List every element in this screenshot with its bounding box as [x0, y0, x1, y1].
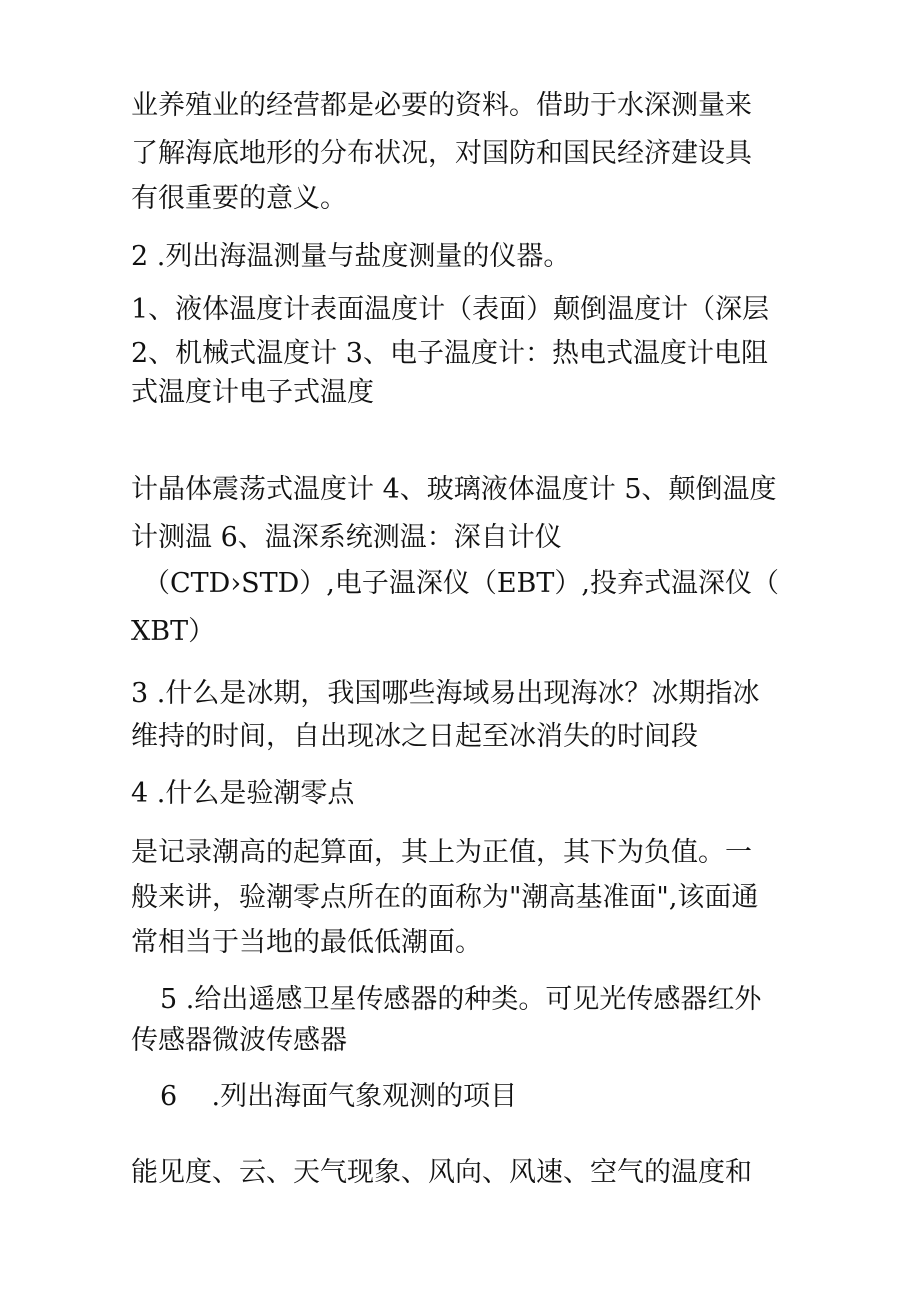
- question-5-line-1: 5 .给出遥感卫星传感器的种类。可见光传感器红外: [160, 984, 762, 1015]
- question-5-line-2: 传感器微波传感器: [131, 1025, 347, 1056]
- answer-line-1: 1、液体温度计表面温度计（表面）颠倒温度计（深层: [131, 294, 770, 325]
- paragraph-line-2: 了解海底地形的分布状况，对国防和国民经济建设具: [131, 138, 752, 169]
- paragraph-line-1: 业养殖业的经营都是必要的资料。借助于水深测量来: [131, 90, 752, 121]
- answer-line-3: 式温度计电子式温度: [131, 377, 374, 408]
- question-6-heading: 6 .列出海面气象观测的项目: [160, 1081, 518, 1112]
- question-2-heading: 2 .列出海温测量与盐度测量的仪器。: [131, 241, 571, 272]
- answer-line-7: XBT）: [131, 616, 216, 647]
- paragraph-line-3: 有很重要的意义。: [131, 183, 347, 214]
- question-4-heading: 4 .什么是验潮零点: [131, 778, 355, 809]
- answer-4-line-3: 常相当于当地的最低低潮面。: [131, 927, 482, 958]
- answer-line-6: （CTD›STD）,电子温深仪（EBT）,投弃式温深仪（: [143, 568, 779, 599]
- answer-4-line-2: 般来讲，验潮零点所在的面称为"潮高基准面",该面通: [131, 882, 759, 913]
- answer-line-4: 计晶体震荡式温度计 4、玻璃液体温度计 5、颠倒温度: [131, 474, 777, 505]
- answer-line-2: 2、机械式温度计 3、电子温度计：热电式温度计电阻: [131, 338, 768, 369]
- question-3-line-1: 3 .什么是冰期，我国哪些海域易出现海冰？冰期指冰: [131, 678, 760, 709]
- answer-line-5: 计测温 6、温深系统测温：深自计仪: [131, 522, 562, 553]
- question-3-line-2: 维持的时间，自出现冰之日起至冰消失的时间段: [131, 721, 698, 752]
- answer-4-line-1: 是记录潮高的起算面，其上为正值，其下为负值。一: [131, 837, 752, 868]
- answer-6-line-1: 能见度、云、天气现象、风向、风速、空气的温度和: [131, 1157, 752, 1188]
